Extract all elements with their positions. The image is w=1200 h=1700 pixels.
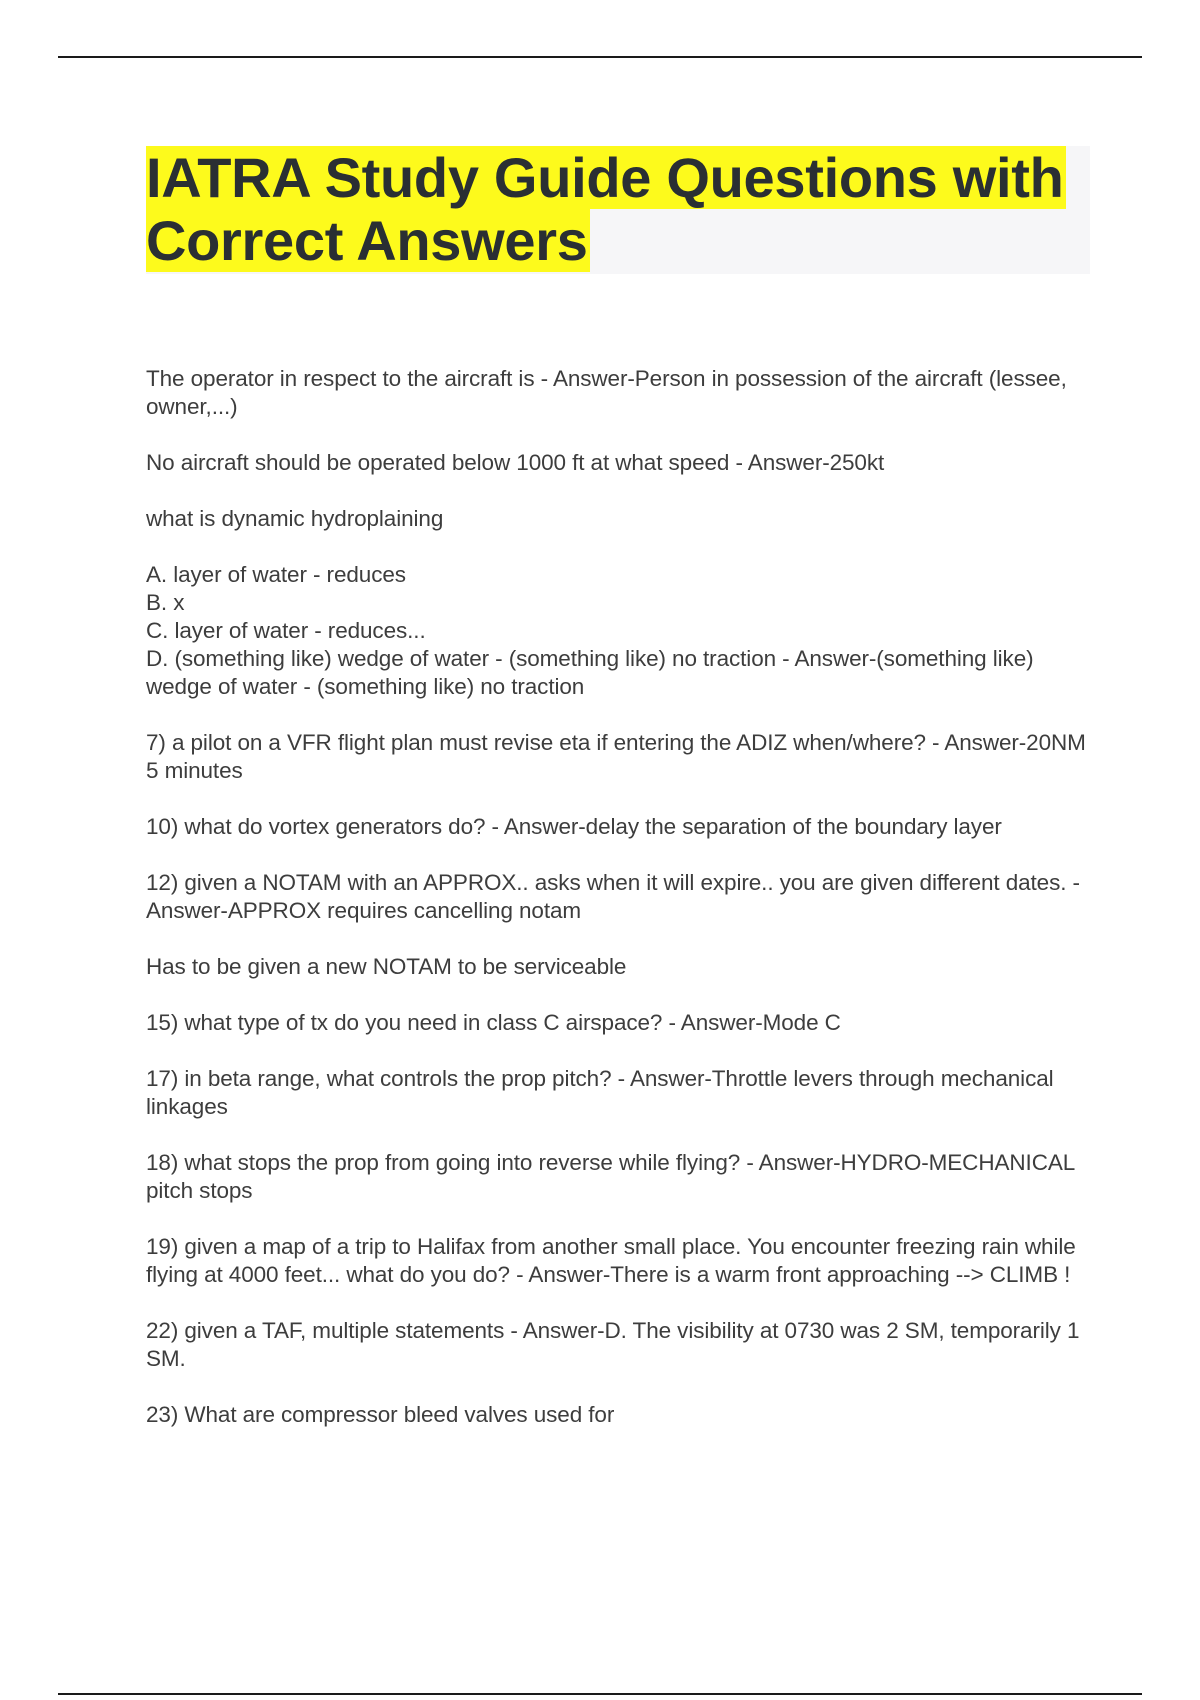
title-block	[146, 146, 1090, 274]
title-highlight: IATRA Study Guide Questions with Correct Answers	[146, 146, 1064, 272]
document-title	[146, 146, 1090, 272]
question-answer-list	[146, 365, 1090, 1429]
qa-paragraph	[146, 1009, 1090, 1037]
qa-line: what is dynamic hydroplaining	[146, 506, 444, 531]
qa-paragraph	[146, 1065, 1090, 1121]
qa-line: 19) given a map of a trip to Halifax from another small place. You encounter freezing rain while flying at 4000 feet... what do you do? - Answer-There is a warm front approaching --> CLIMB !	[146, 1234, 1076, 1287]
qa-paragraph	[146, 505, 1090, 533]
qa-line: 22) given a TAF, multiple statements - Answer-D. The visibility at 0730 was 2 SM, temporarily 1 SM.	[146, 1318, 1080, 1371]
qa-line: 10) what do vortex generators do? - Answer-delay the separation of the boundary layer	[146, 814, 1002, 839]
bottom-rule	[58, 1693, 1142, 1695]
document-body	[146, 146, 1090, 1457]
qa-paragraph	[146, 1401, 1090, 1429]
qa-paragraph	[146, 869, 1090, 925]
qa-paragraph	[146, 561, 1090, 701]
qa-line: 7) a pilot on a VFR flight plan must revise eta if entering the ADIZ when/where? - Answer-20NM 5 minutes	[146, 730, 1086, 783]
qa-line: C. layer of water - reduces...	[146, 618, 426, 643]
qa-line: B. x	[146, 590, 185, 615]
qa-paragraph	[146, 953, 1090, 981]
qa-line: The operator in respect to the aircraft is - Answer-Person in possession of the aircraft (lessee, owner,...)	[146, 366, 1067, 419]
qa-line: 17) in beta range, what controls the prop pitch? - Answer-Throttle levers through mechanical linkages	[146, 1066, 1054, 1119]
qa-line: A. layer of water - reduces	[146, 562, 406, 587]
qa-paragraph	[146, 1233, 1090, 1289]
qa-line: 23) What are compressor bleed valves used for	[146, 1402, 615, 1427]
qa-paragraph	[146, 365, 1090, 421]
qa-line: D. (something like) wedge of water - (something like) no traction - Answer-(something like) wedge of water - (something like) no traction	[146, 646, 1034, 699]
qa-paragraph	[146, 449, 1090, 477]
qa-paragraph	[146, 1149, 1090, 1205]
qa-paragraph	[146, 729, 1090, 785]
qa-line: Has to be given a new NOTAM to be serviceable	[146, 954, 627, 979]
qa-line: 18) what stops the prop from going into reverse while flying? - Answer-HYDRO-MECHANICAL pitch stops	[146, 1150, 1075, 1203]
qa-paragraph	[146, 813, 1090, 841]
qa-paragraph	[146, 1317, 1090, 1373]
qa-line: No aircraft should be operated below 1000 ft at what speed - Answer-250kt	[146, 450, 885, 475]
top-rule	[58, 56, 1142, 58]
qa-line: 15) what type of tx do you need in class C airspace? - Answer-Mode C	[146, 1010, 841, 1035]
qa-line: 12) given a NOTAM with an APPROX.. asks when it will expire.. you are given different dates. - Answer-APPROX requires cancelling notam	[146, 870, 1080, 923]
